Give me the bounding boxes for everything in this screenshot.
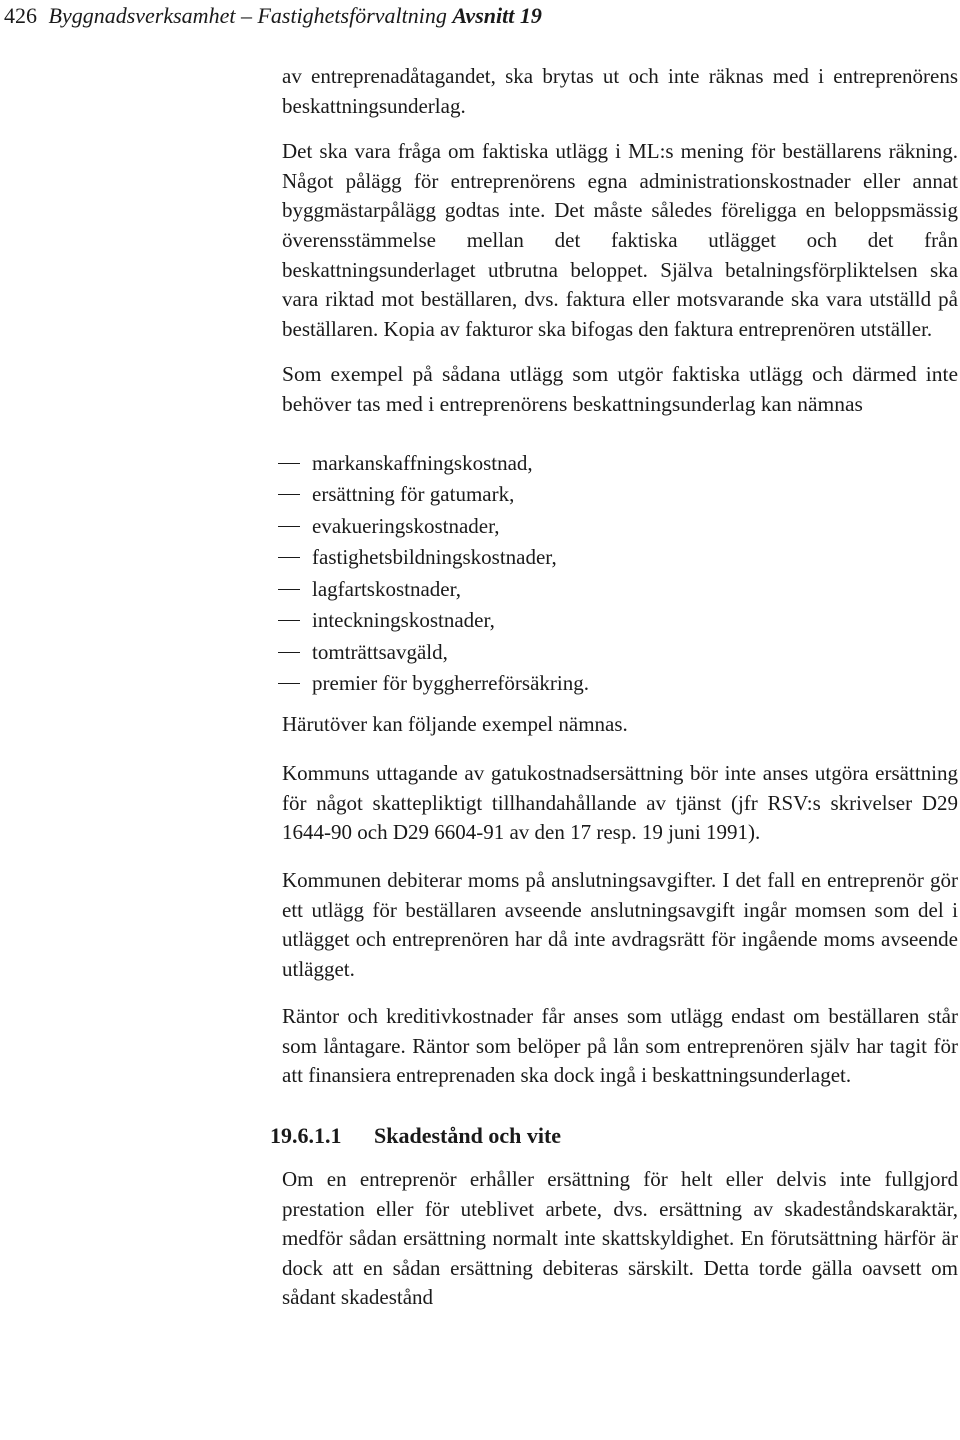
list-item [278, 448, 958, 480]
list-item-text: inteckningskostnader, [312, 608, 495, 633]
paragraph-continuation: av entreprenadåtagandet, ska brytas ut och inte räknas med i entreprenörens beskattningsunderlag. [282, 64, 958, 118]
list-item-text: ersättning för gatumark, [312, 482, 515, 507]
list-item-text: lagfartskostnader, [312, 576, 462, 601]
paragraph-actual-outlays: Det ska vara fråga om faktiska utlägg i ML:s mening för beställarens räkning. Något pålägg för entreprenörens egna administrationskostnader eller annat byggmästarpålägg godtas inte. Det måste således föreligga en beloppsmässig överensstämmelse mellan det faktiska utlägget och det från beskattningsunderlaget utbrutna beloppet. Själva betalningsförpliktelsen ska vara riktad mot beställaren, dvs. faktura eller motsvarande ska vara utställd på beställaren. Kopia av fakturor ska bifogas den faktura entreprenören utställer. [282, 139, 958, 341]
book-title: Byggnadsverksamhet – Fastighetsförvaltning [48, 3, 447, 28]
dash-bullet-icon [278, 557, 300, 558]
paragraph-examples-intro: Som exempel på sådana utlägg som utgör faktiska utlägg och därmed inte behöver tas med i entreprenörens beskattningsunderlag kan nämnas [282, 362, 958, 416]
list-item [278, 605, 958, 637]
dash-bullet-icon [278, 526, 300, 527]
dash-bullet-icon [278, 620, 300, 621]
paragraph-further-examples: Härutöver kan följande exempel nämnas. [282, 711, 628, 736]
paragraph-damages: Om en entreprenör erhåller ersättning för helt eller delvis inte fullgjord prestation eller för uteblivet arbete, dvs. ersättning av skadeståndskaraktär, medför sådan ersättning normalt inte skattskyldighet. En förutsättning härför är dock att en sådan ersättning debiteras särskilt. Detta torde gälla oavsett om sådant skadestånd [282, 1167, 958, 1310]
list-item [278, 668, 958, 700]
paragraph-street-costs: Kommuns uttagande av gatukostnadsersättning bör inte anses utgöra ersättning för något skattepliktigt tillhandahållande av tjänst (jfr RSV:s skrivelser D29 1644-90 och D29 6604-91 av den 17 resp. 19 juni 1991). [282, 761, 958, 845]
list-item-text: tomträttsavgäld, [312, 639, 448, 664]
list-item [278, 511, 958, 543]
dash-bullet-icon [278, 463, 300, 464]
section-label: Avsnitt 19 [452, 3, 542, 28]
dash-bullet-icon [278, 652, 300, 653]
page-number: 426 [4, 3, 37, 28]
section-heading [270, 1121, 958, 1151]
section-heading-title: Skadestånd och vite [374, 1123, 562, 1149]
list-item [278, 479, 958, 511]
list-item-text: evakueringskostnader, [312, 513, 500, 538]
dash-bullet-icon [278, 494, 300, 495]
section-heading-number: 19.6.1.1 [270, 1123, 342, 1149]
list-item [278, 542, 958, 574]
list-item [278, 637, 958, 669]
dash-bullet-icon [278, 589, 300, 590]
paragraph-interest: Räntor och kreditivkostnader får anses som utlägg endast om beställaren står som låntagare. Räntor som belöper på lån som entreprenören själv har tagit för att finansiera entreprenaden ska dock ingå i beskattningsunderlaget. [282, 1004, 958, 1088]
example-list [278, 448, 958, 700]
list-item [278, 574, 958, 606]
list-item-text: markanskaffningskostnad, [312, 450, 533, 475]
text-column [270, 62, 958, 1326]
dash-bullet-icon [278, 683, 300, 684]
list-item-text: fastighetsbildningskostnader, [312, 545, 557, 570]
running-header [4, 2, 542, 30]
paragraph-connection-fees: Kommunen debiterar moms på anslutningsavgifter. I det fall en entreprenör gör ett utlägg för beställaren avseende anslutningsavgift ingår momsen som del i utlägget och entreprenören har då inte avdragsrätt för ingående moms avseende utlägget. [282, 867, 958, 981]
list-item-text: premier för byggherreförsäkring. [312, 671, 589, 696]
